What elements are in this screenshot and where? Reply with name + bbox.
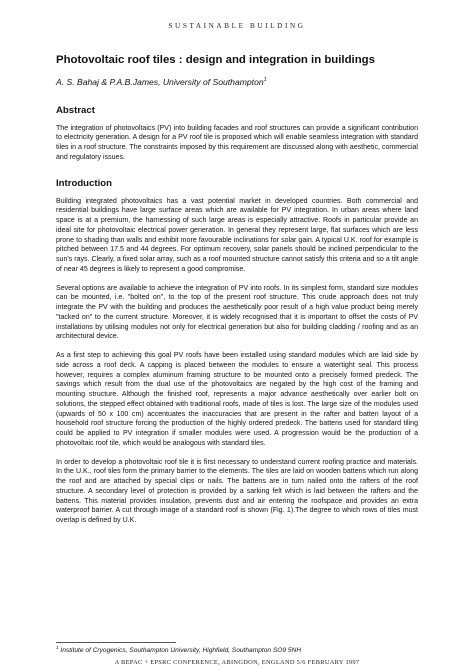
authors-text: A. S. Bahaj & P.A.B.James, University of Southampton bbox=[56, 76, 264, 87]
running-footer: A BEPAC + EPSRC CONFERENCE, ABINGDON, ENGLAND 5/6 FEBRUARY 1997 bbox=[114, 659, 360, 666]
footnote-text: Institute of Cryogenics, Southampton University, Highfield, Southampton SO9 5NH bbox=[60, 647, 302, 655]
intro-paragraph-3: As a first step to achieving this goal PV roofs have been installed using standard modules which are laid side by side across a roof deck. A capping is placed between the modules to ensure a watertight seal. This process however, requires a complex aluminum framing structure to be mounted onto a precisely formed predeck. The savings which result from the dual use of the photovoltaics are negated by the high cost of the framing and mounting structure. Although the finished roof, represents a major advance aesthetically over earlier bolt on solutions, the stepped effect obtained with traditional roofs, made of tiles is lost. The large size of the modules used (upwards of 50 x 100 cm) accentuates the inaccuracies that are present in the rafter and batten layout of a household roof structure forcing the production of the highly ordered predeck. The battens used for standard tiling could be applied to PV integration if smaller modules were used. A progression would be the production of a photovoltaic roof tile, which would be analogous with standard tiles. bbox=[56, 352, 418, 447]
introduction-heading: Introduction bbox=[56, 177, 112, 189]
paper-authors bbox=[56, 77, 418, 87]
footnote-mark: 1 bbox=[56, 645, 59, 650]
footnote bbox=[56, 645, 418, 654]
intro-paragraph-1: Building integrated photovoltaics has a vast potential market in developed countries. Both commercial and residential buildings have large surface areas which are available for PV integration. In urban areas where land space is at a premium, the harnessing of such large areas is especially attractive. Roofs in particular provide an ideal site for photovoltaic electrical power generation. In general they represent large, flat surfaces which are less prone to shading than walls and exhibit more favourable inclinations for solar gain. A typical U.K. roof for example is pitched between 17.5 and 44 degrees. For optimum recovery, solar panels should be inclined perpendicular to the sun's rays. Clearly, a fixed solar array, such as a roof mounted structure cannot satisfy this criteria and so a tilt angle of near 45 degrees is likely to represent a good compromise. bbox=[56, 197, 418, 273]
author-footnote-mark: 1 bbox=[263, 76, 267, 83]
footnote-divider bbox=[56, 642, 176, 643]
paper-body bbox=[56, 54, 418, 535]
intro-paragraph-2: Several options are available to achieve the integration of PV into roofs. In its simplest form, standard size modules can be mounted, i.e. "bolted on", to the top of the present roof structure. This crude approach does not truly integrate the PV with the building and produces the aesthetically poor result of a high value product being merely "tacked on" to the current structure. Moreover, it is widely recognised that it is important to offset the costs of PV installations by utilising modules not only for electrical generation but also for building cladding / roofing and as an architectural device. bbox=[56, 284, 418, 341]
intro-paragraph-4: In order to develop a photovoltaic roof tile it is first necessary to understand current roofing practice and materials. In the U.K., roof tiles form the primary barrier to the elements. The tiles are laid on wooden battens which run along the roof and are attached by special clips or nails. The battens are in turn nailed onto the rafters of the roof structure. A secondary level of protection is provided by a sarking felt which is laid between the rafters and the battens. This material provides insulation, prevents dust and air entering the roofspace and provides an extra waterproof barrier. A cut through image of a standard roof is shown (Fig. 1).The degree to which rows of tiles must overlap is defined by U.K. bbox=[56, 458, 418, 525]
paper-title: Photovoltaic roof tiles : design and integration in buildings bbox=[56, 54, 375, 66]
abstract-text: The integration of photovoltaics (PV) into building facades and roof structures can provide a significant contribution to electricity generation. A design for a PV roof tile is proposed which will enable seamless integration with standard tiles in a roof structure. The constraints imposed by this requirement are discussed along with aesthetic, commercial and regulatory issues. bbox=[56, 124, 418, 161]
abstract-heading: Abstract bbox=[56, 104, 95, 116]
running-header: SUSTAINABLE BUILDING bbox=[168, 22, 306, 30]
